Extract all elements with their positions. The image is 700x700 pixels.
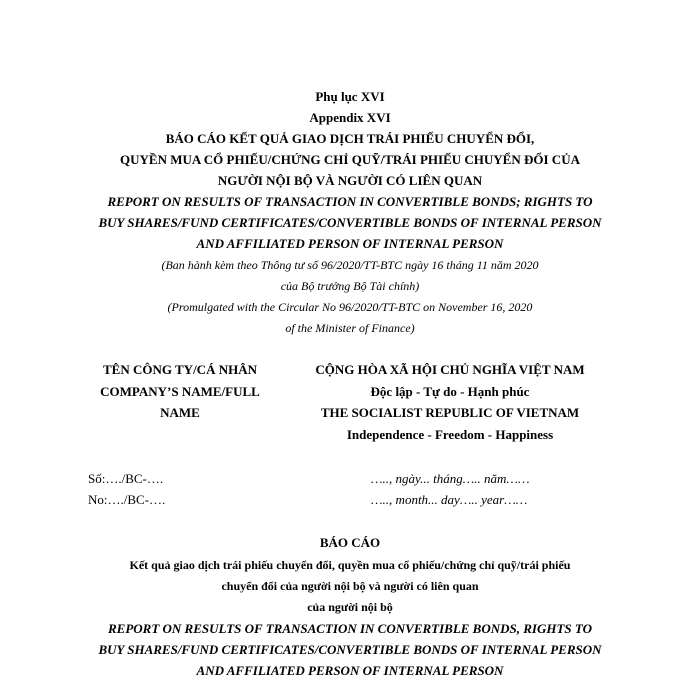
republic-name-en: THE SOCIALIST REPUBLIC OF VIETNAM bbox=[320, 405, 580, 420]
report-subtitle-en-line-2: BUY SHARES/FUND CERTIFICATES/CONVERTIBLE BONDS OF INTERNAL PERSON bbox=[98, 642, 602, 657]
doc-title-vi-line-1: BÁO CÁO KẾT QUẢ GIAO DỊCH TRÁI PHIẾU CHUYỂN ĐỔI, bbox=[165, 131, 535, 146]
republic-name-vi: CỘNG HÒA XÃ HỘI CHỦ NGHĨA VIỆT NAM bbox=[315, 362, 585, 377]
report-subtitle-vi-line-2: chuyển đổi của người nội bộ và người có liên quan bbox=[221, 579, 479, 593]
doc-title-en-line-3: AND AFFILIATED PERSON OF INTERNAL PERSON bbox=[196, 236, 504, 251]
appendix-title-en: Appendix XVI bbox=[309, 110, 391, 125]
appendix-title-vi: Phụ lục XVI bbox=[315, 89, 385, 104]
doc-title-en-line-1: REPORT ON RESULTS OF TRANSACTION IN CONVERTIBLE BONDS; RIGHTS TO bbox=[107, 194, 593, 209]
report-subtitle-vi-line-3: của người nội bộ bbox=[307, 600, 393, 614]
report-title: BÁO CÁO bbox=[319, 535, 381, 550]
doc-title-vi-line-3: NGƯỜI NỘI BỘ VÀ NGƯỜI CÓ LIÊN QUAN bbox=[217, 173, 483, 188]
doc-title-vi-line-2: QUYỀN MUA CỔ PHIẾU/CHỨNG CHỈ QUỸ/TRÁI PHIẾU CHUYỂN ĐỔI CỦA bbox=[120, 152, 580, 167]
promulgation-vi-line-1: (Ban hành kèm theo Thông tư số 96/2020/TT-BTC ngày 16 tháng 11 năm 2020 bbox=[161, 258, 539, 272]
report-subtitle-en-line-3: AND AFFILIATED PERSON OF INTERNAL PERSON bbox=[196, 663, 504, 678]
reference-number-vi: Số:…./BC-…. bbox=[88, 471, 164, 486]
company-name-label-en-1: COMPANY’S NAME/FULL bbox=[100, 384, 260, 399]
reference-number-en: No:…./BC-…. bbox=[88, 492, 166, 507]
report-subtitle-en-line-1: REPORT ON RESULTS OF TRANSACTION IN CONVERTIBLE BONDS, RIGHTS TO bbox=[108, 621, 592, 636]
report-subtitle-vi-line-1: Kết quả giao dịch trái phiếu chuyển đổi, quyền mua cổ phiếu/chứng chỉ quỹ/trái phiếu bbox=[129, 558, 571, 572]
reference-date-en: ….., month... day….. year…… bbox=[371, 492, 528, 507]
company-name-label-en-2: NAME bbox=[160, 405, 200, 420]
company-name-label-vi: TÊN CÔNG TY/CÁ NHÂN bbox=[103, 362, 257, 377]
reference-date-vi: ….., ngày... tháng….. năm…… bbox=[371, 471, 530, 486]
promulgation-en-line-1: (Promulgated with the Circular No 96/2020/TT-BTC on November 16, 2020 bbox=[167, 300, 533, 314]
doc-title-en-line-2: BUY SHARES/FUND CERTIFICATES/CONVERTIBLE BONDS OF INTERNAL PERSON bbox=[98, 215, 602, 230]
promulgation-vi-line-2: của Bộ trưởng Bộ Tài chính) bbox=[280, 279, 420, 293]
promulgation-en-line-2: of the Minister of Finance) bbox=[285, 321, 415, 335]
republic-motto-vi: Độc lập - Tự do - Hạnh phúc bbox=[370, 384, 530, 399]
republic-motto-en: Independence - Freedom - Happiness bbox=[346, 427, 554, 442]
